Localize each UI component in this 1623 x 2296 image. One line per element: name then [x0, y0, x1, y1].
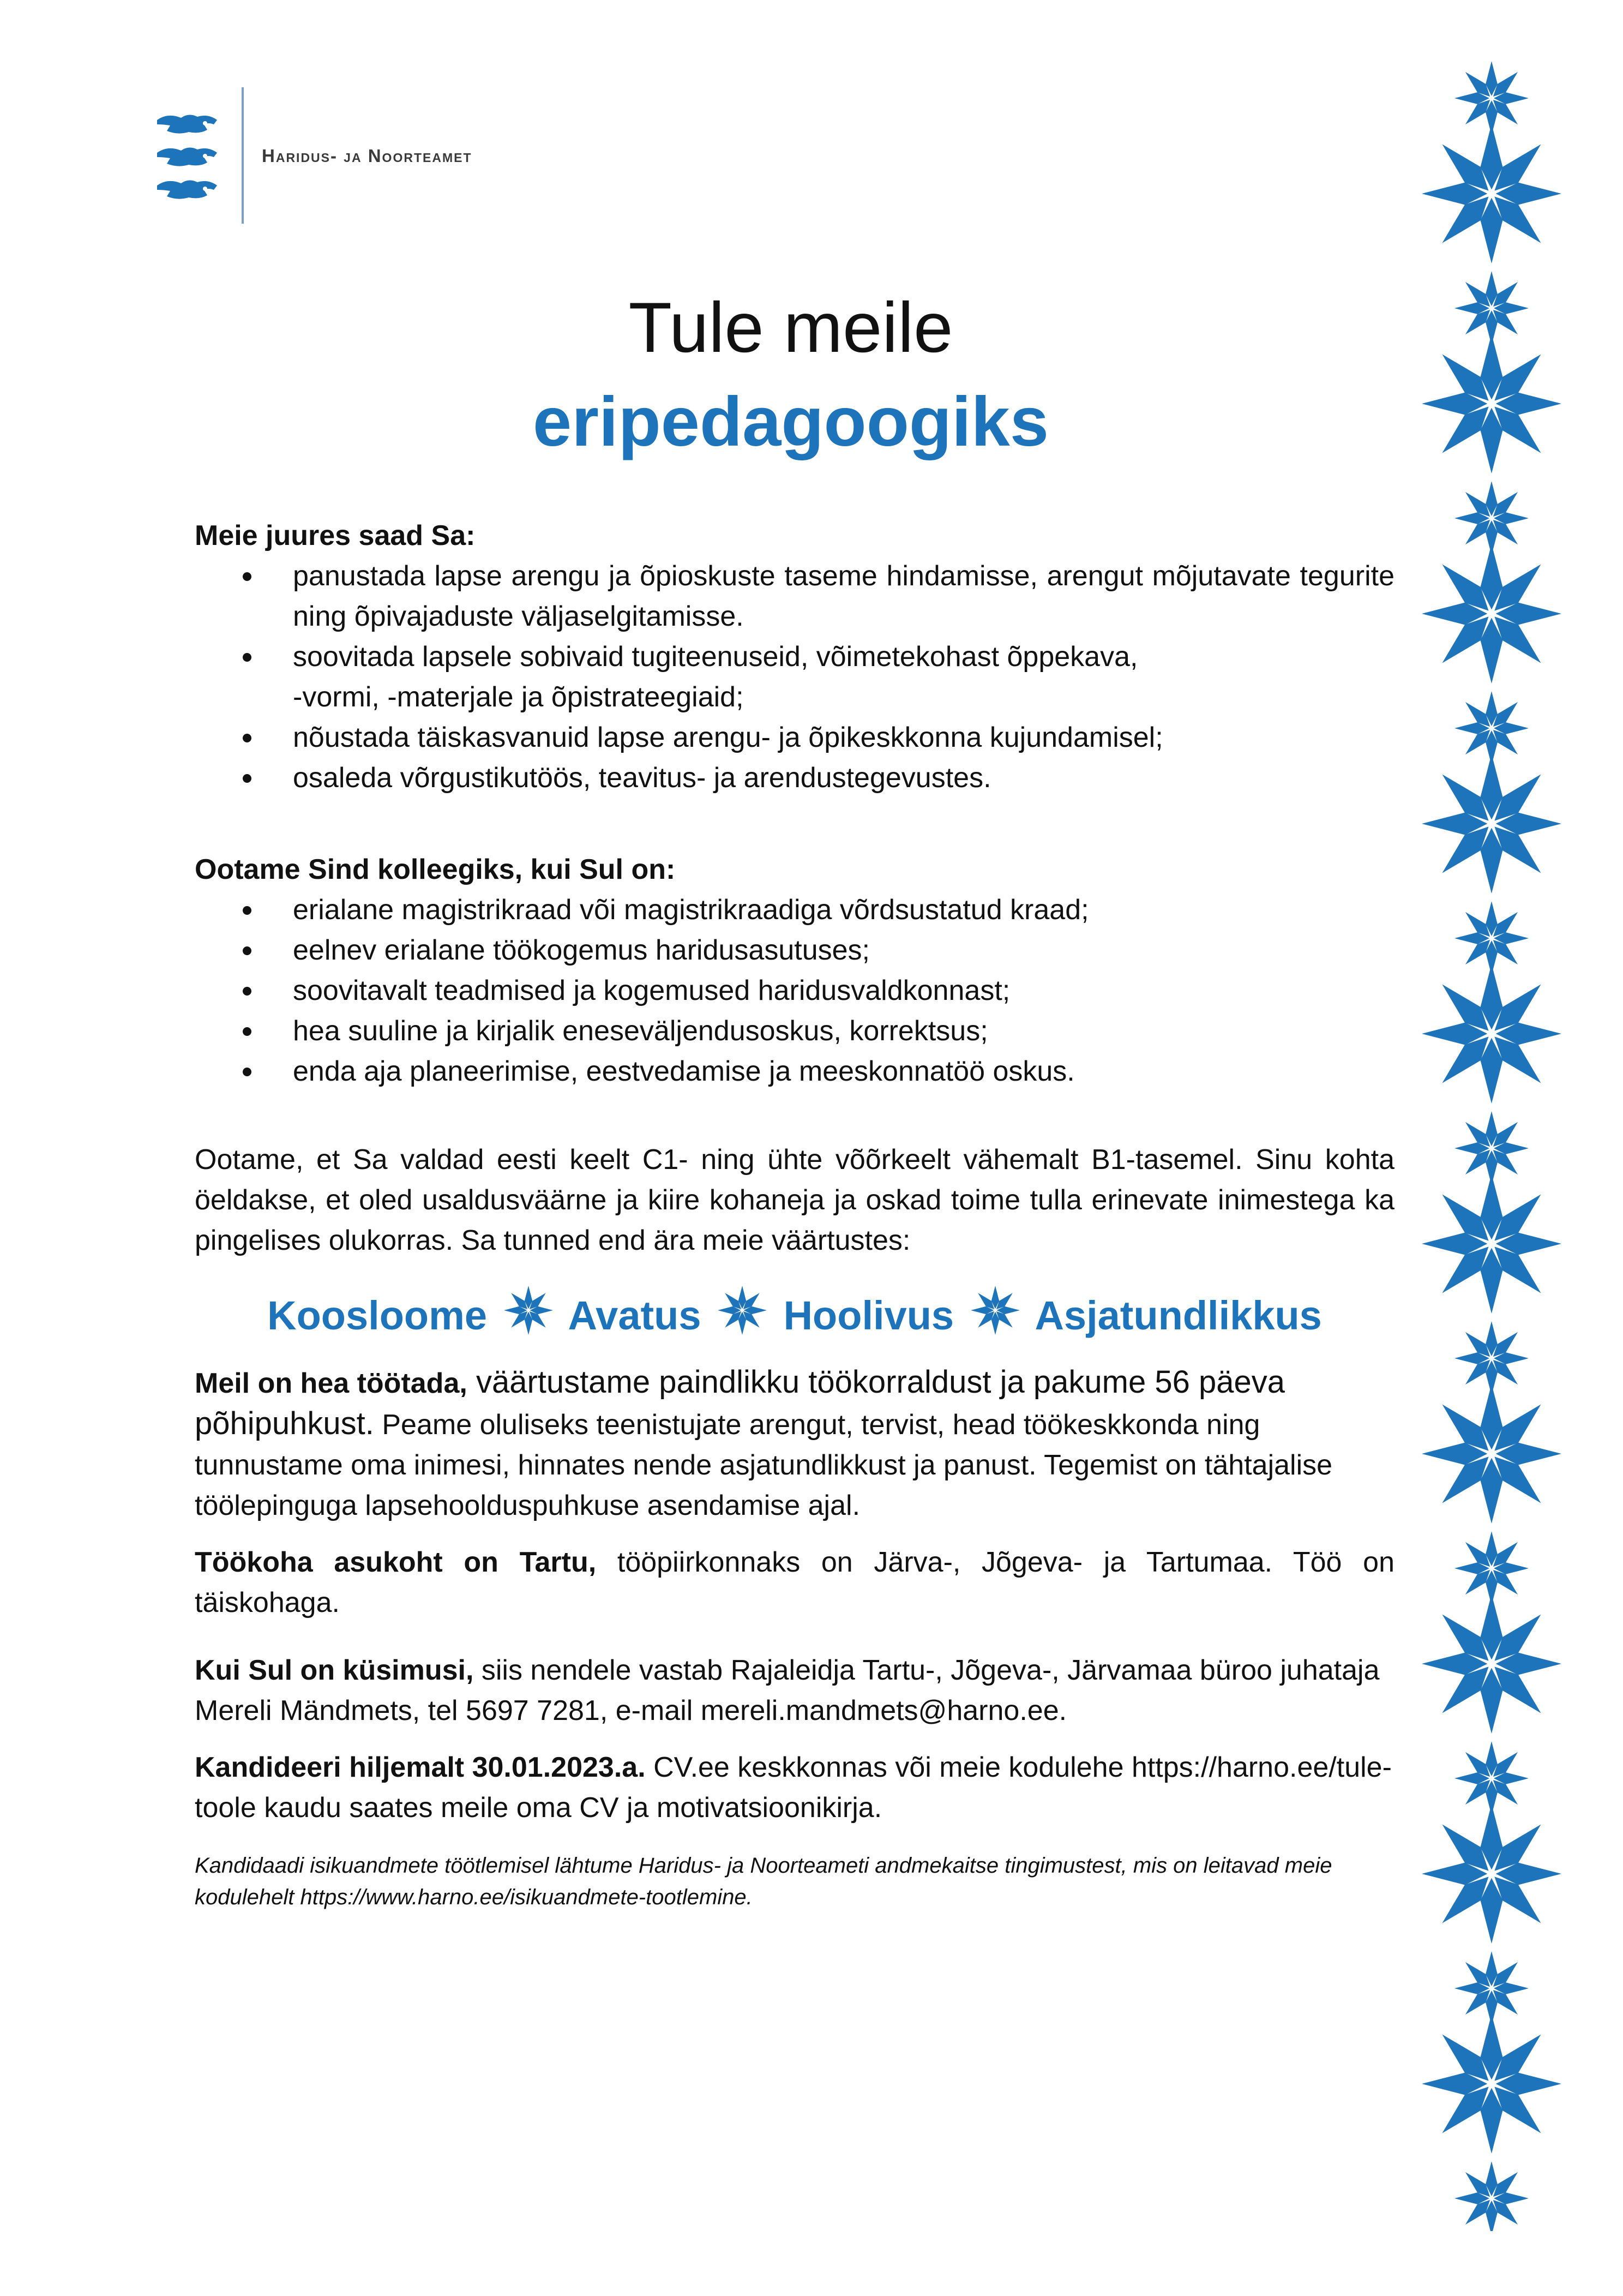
snowflake-border-graphic — [1418, 60, 1565, 2231]
snowflake-icon — [1422, 1594, 1561, 1734]
list-item — [293, 637, 1394, 717]
list-item: erialane magistrikraad või magistrikraadiga võrdsustatud kraad; — [293, 890, 1394, 930]
value-item: Koosloome — [267, 1293, 488, 1338]
apply-paragraph — [195, 1747, 1394, 1828]
apply-lead: Kandideeri hiljemalt 30.01.2023.a. — [195, 1752, 646, 1783]
value-item: Hoolivus — [783, 1293, 954, 1338]
snowflake-icon — [504, 1286, 553, 1335]
snowflake-icon — [1422, 334, 1561, 473]
list-item: hea suuline ja kirjalik eneseväljendusoskus, korrektsus; — [293, 1011, 1394, 1051]
benefits-text-large: väärtustame paindlikku töökorraldust ja pakume 56 päeva põhipuhkust. — [195, 1364, 1285, 1441]
location-paragraph — [195, 1542, 1394, 1623]
languages-paragraph: Ootame, et Sa valdad eesti keelt C1- ning ühte võõrkeelt vähemalt B1-tasemel. Sinu kohta öeldakse, et oled usaldusväärne ja kiire kohaneja ja oskad toime tulla erinevate inimestega ka pingelises olukorras. Sa tunned end ära meie väärtustes: — [195, 1144, 1394, 1256]
snowflake-icon — [1422, 544, 1561, 684]
ad-content — [195, 515, 1394, 1913]
requirements-heading: Ootame Sind kolleegiks, kui Sul on: — [195, 854, 676, 885]
snowflake-icon — [1422, 2014, 1561, 2154]
title-line-1: Tule meile — [628, 287, 953, 367]
apply-text: CV.ee keskkonnas või meie kodulehe https://harno.ee/tule-toole kaudu saates meile oma CV ja motivatsioonikirja. — [195, 1752, 1392, 1824]
snowflake-border — [1418, 60, 1565, 2231]
questions-lead: Kui Sul on küsimusi, — [195, 1654, 474, 1686]
snowflake-icon — [971, 1286, 1020, 1335]
list-item: nõustada täiskasvanuid lapse arengu- ja õpikeskkonna kujundamisel; — [293, 717, 1394, 758]
offer-list — [195, 556, 1394, 798]
three-lions-coat-of-arms-icon — [153, 109, 221, 213]
requirements-list — [195, 890, 1394, 1092]
list-item: soovitavalt teadmised ja kogemused haridusvaldkonnast; — [293, 970, 1394, 1011]
benefits-paragraph — [195, 1362, 1394, 1526]
benefits-lead: Meil on hea töötada, — [195, 1368, 467, 1399]
list-item-line: soovitada lapsele sobivaid tugiteenuseid, võimetekohast õppekava, — [293, 641, 1138, 673]
questions-text: siis nendele vastab Rajaleidja Tartu-, Jõgeva-, Järvamaa büroo juhataja Mereli Mändmets, tel 5697 7281, e-mail mereli.mandmets@harno.ee. — [195, 1654, 1380, 1727]
logo-divider — [242, 87, 244, 224]
list-item: osaleda võrgustikutöös, teavitus- ja arendustegevustes. — [293, 758, 1394, 798]
organization-logo — [153, 87, 567, 229]
snowflake-icon — [1422, 1174, 1561, 1314]
snowflake-icon — [718, 1286, 767, 1335]
value-item: Asjatundlikkus — [1035, 1293, 1322, 1338]
offer-heading: Meie juures saad Sa: — [195, 520, 476, 551]
snowflake-icon — [1422, 754, 1561, 894]
location-lead: Töökoha asukoht on Tartu, — [195, 1546, 597, 1578]
list-item: eelnev erialane töökogemus haridusasutuses; — [293, 930, 1394, 970]
snowflake-icon — [1454, 2161, 1529, 2231]
snowflake-icon — [1422, 1804, 1561, 1944]
snowflake-icon — [1422, 124, 1561, 263]
values-row — [195, 1286, 1394, 1346]
questions-paragraph — [195, 1650, 1394, 1731]
list-item-line: -vormi, -materjale ja õpistrateegiaid; — [293, 681, 744, 713]
location-text: tööpiirkonnaks on Järva-, Jõgeva- ja Tartumaa. Töö on täiskohaga. — [195, 1546, 1394, 1618]
organization-name: Haridus- ja Noorteamet — [262, 146, 472, 166]
list-item: panustada lapse arengu ja õpioskuste taseme hindamisse, arengut mõjutavate tegurite ning õpivajaduste väljaselgitamisse. — [293, 556, 1394, 637]
snowflake-icon — [1422, 1384, 1561, 1524]
benefits-text: Peame oluliseks teenistujate arengut, tervist, head töökeskkonda ning tunnustame oma inimesi, hinnates nende asjatundlikkust ja panust. Tegemist on tähtajalise töölepinguga lapsehoolduspuhkuse asendamise ajal. — [195, 1409, 1333, 1521]
list-item: enda aja planeerimise, eestvedamise ja meeskonnatöö oskus. — [293, 1051, 1394, 1092]
privacy-note: Kandidaadi isikuandmete töötlemisel lähtume Haridus- ja Noorteameti andmekaitse tingimustest, mis on leitavad meie kodulehelt https://www.harno.ee/isikuandmete-tootlemine. — [195, 1854, 1332, 1909]
title-line-2: eripedagoogiks — [533, 383, 1049, 461]
snowflake-icon — [1422, 964, 1561, 1104]
value-item: Avatus — [568, 1293, 701, 1338]
